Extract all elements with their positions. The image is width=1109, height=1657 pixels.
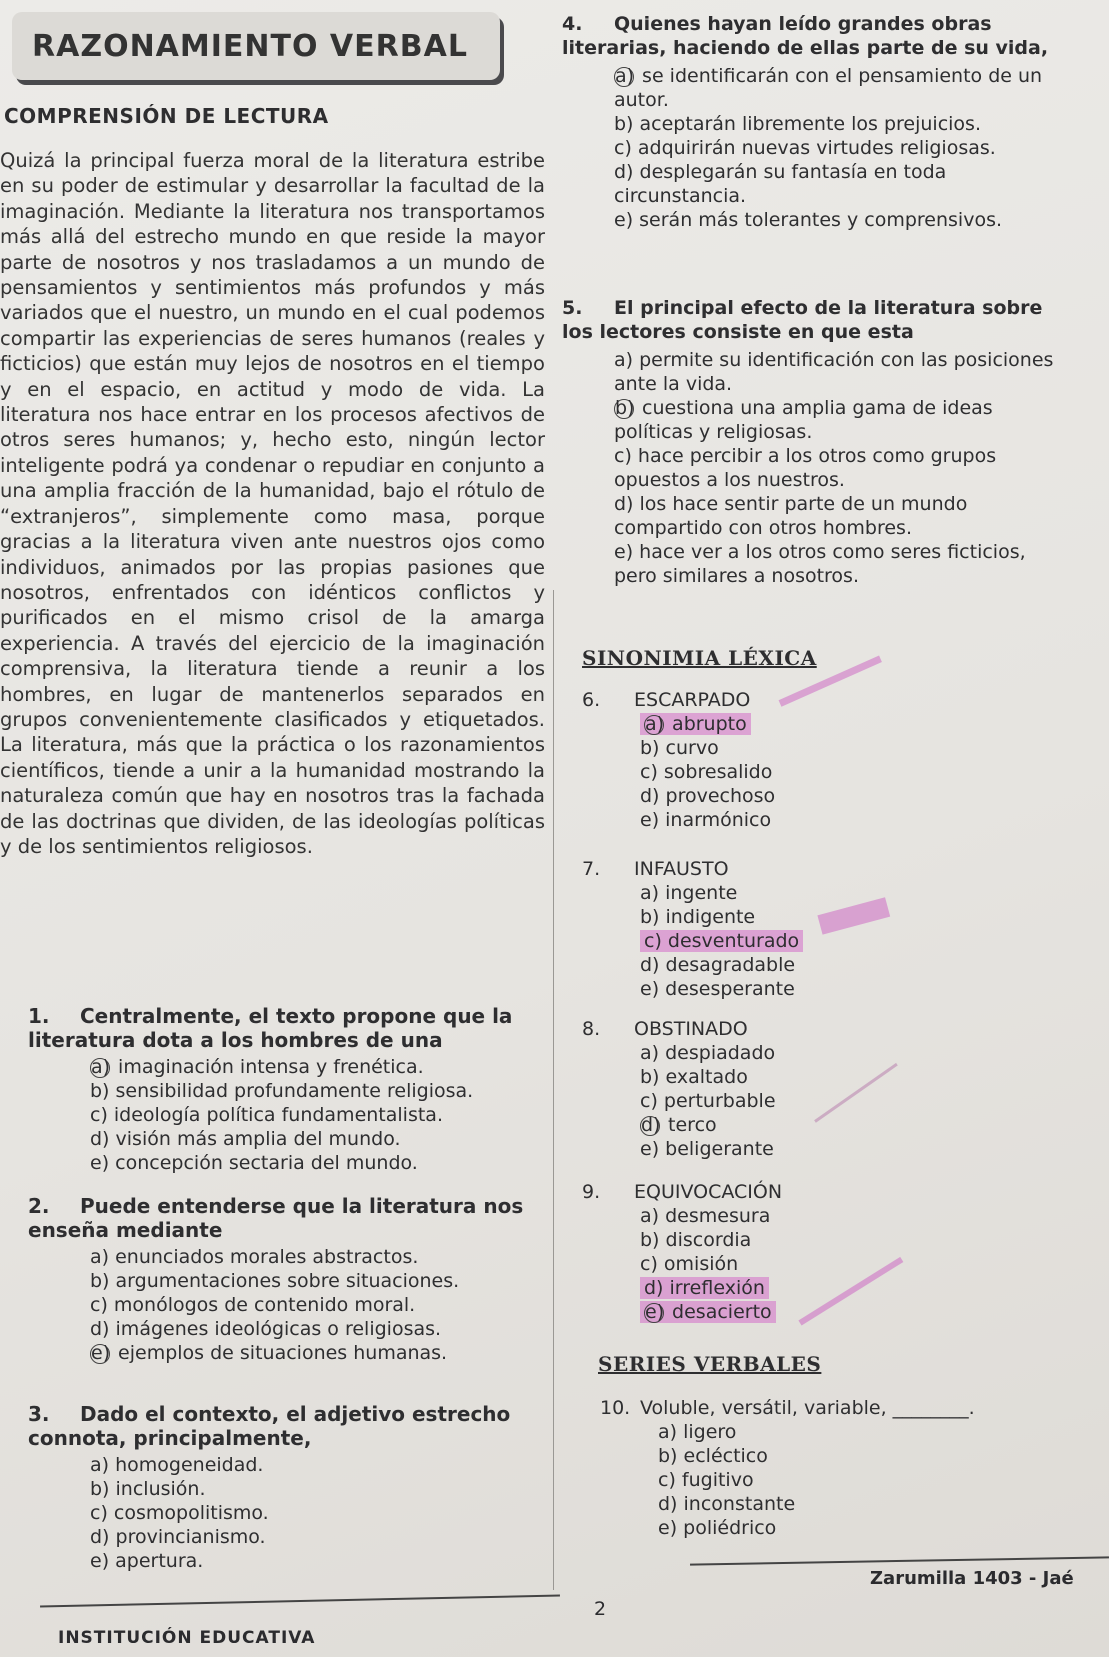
option-b[interactable]: b) argumentaciones sobre situaciones.: [90, 1270, 460, 1292]
question-stem: Quienes hayan leído grandes obras literarias, haciendo de ellas parte de su vida,: [562, 13, 1049, 59]
option-c[interactable]: c) desventurado: [640, 929, 982, 953]
option-d[interactable]: d) irreflexión: [640, 1276, 982, 1300]
option-a[interactable]: a) permite su identificación con las posiciones ante la vida.: [614, 349, 1054, 395]
option-c[interactable]: c) omisión: [640, 1253, 739, 1275]
footer-rule: [690, 1556, 1109, 1565]
question-3: 3. Dado el contexto, el adjetivo estrecho connota, principalmente, a) homogeneidad. b) inclusión. c) cosmopolitismo. d) provincianismo. e) apertura.: [28, 1402, 548, 1573]
question-8: 8. OBSTINADO a) despiadado b) exaltado c) perturbable d) terco e) beligerante: [582, 1017, 982, 1161]
option-d[interactable]: d) desplegarán su fantasía en toda circunstancia.: [614, 161, 947, 207]
question-4: 4. Quienes hayan leído grandes obras literarias, haciendo de ellas parte de su vida, a) se identificarán con el pensamiento de un autor. b) aceptarán libremente los prejuicios. c) adquirirán nuevas virtudes religiosas. d) desplegarán su fantasía en toda circunstancia. e) serán más tolerantes y comprensivos.: [562, 12, 1067, 232]
reading-text: Quizá la principal fuerza moral de la literatura estribe en su poder de estimular y desarrollar la facultad de la imaginación. Mediante la literatura nos transportamos más allá del estrecho mundo en que reside la mayor parte de nosotros y nos trasladamos a un mundo de pensamientos y sentimientos más profundos y más variados que el nuestro, un mundo en el cual podemos compartir las experiencias de seres humanos (reales y ficticios) que están muy lejos de nosotros en el tiempo y en el espacio, en actitud y modo de vida. La literatura nos hace entrar en los procesos afectivos de otros seres humanos; y, hecho esto, ningún lector inteligente podrá ya condenar o repudiar en conjunto a una amplia fracción de la humanidad, bajo el rótulo de “extranjeros”, simplemente como masa, porque gracias a la literatura viven ante nuestros ojos como individuos, animados por las propias pasiones que nosotros, enfrentados con idénticos conflictos y purificados en el mismo crisol de la amarga experiencia. A través del ejercicio de la imaginación comprensiva, la literatura tiende a reunir a los hombres, en lugar de mantenerlos separados en grupos convenientemente clasificados y etiquetados. La literatura, más que la práctica o los razonamientos científicos, tiende a unir a la humanidad mostrando la naturaleza común que hay en nosotros tras la fachada de las doctrinas que dividen, de las ideologías políticas y de los sentimientos religiosos.: [0, 149, 545, 858]
question-1: 1. Centralmente, el texto propone que la literatura dota a los hombres de una a) imaginación intensa y frenética. b) sensibilidad profundamente religiosa. c) ideología política fundamentalista. d) visión más amplia del mundo. e) concepción sectaria del mundo.: [28, 1004, 548, 1175]
option-c[interactable]: c) monólogos de contenido moral.: [90, 1294, 416, 1316]
option-d[interactable]: d) imágenes ideológicas o religiosas.: [90, 1318, 442, 1340]
option-a[interactable]: a) ingente: [640, 882, 738, 904]
question-stem: El principal efecto de la literatura sobre los lectores consiste en que esta: [562, 297, 1043, 343]
question-stem: OBSTINADO: [634, 1018, 748, 1040]
option-d[interactable]: d) terco: [641, 1114, 717, 1136]
question-2: 2. Puede entenderse que la literatura nos enseña mediante a) enunciados morales abstractos. b) argumentaciones sobre situaciones. c) monólogos de contenido moral. d) imágenes ideológicas o religiosas. e) ejemplos de situaciones humanas.: [28, 1194, 548, 1365]
option-e[interactable]: e) concepción sectaria del mundo.: [90, 1152, 418, 1174]
option-d[interactable]: d) desagradable: [640, 954, 796, 976]
question-stem: Voluble, versátil, variable, ________.: [640, 1397, 975, 1419]
section-title-synonyms: SINONIMIA LÉXICA: [582, 646, 817, 670]
footer-rule: [40, 1595, 560, 1608]
option-b[interactable]: b) indigente: [640, 906, 756, 928]
option-a[interactable]: a) ligero: [658, 1421, 737, 1443]
page-number: 2: [594, 1598, 607, 1620]
option-c[interactable]: c) sobresalido: [640, 761, 773, 783]
question-stem: Centralmente, el texto propone que la literatura dota a los hombres de una: [28, 1004, 513, 1052]
option-c[interactable]: c) adquirirán nuevas virtudes religiosas.: [614, 137, 996, 159]
option-b[interactable]: b) curvo: [640, 737, 719, 759]
option-e[interactable]: e) inarmónico: [640, 809, 772, 831]
institution-label: INSTITUCIÓN EDUCATIVA: [58, 1628, 316, 1648]
option-e[interactable]: e) desacierto: [640, 1300, 982, 1324]
option-b[interactable]: b) ecléctico: [658, 1445, 768, 1467]
option-a[interactable]: a) imaginación intensa y frenética.: [91, 1056, 424, 1078]
option-a[interactable]: a) abrupto: [640, 712, 982, 736]
option-c[interactable]: c) perturbable: [640, 1090, 776, 1112]
reading-passage: [0, 148, 545, 859]
option-b[interactable]: b) sensibilidad profundamente religiosa.: [90, 1080, 474, 1102]
option-d[interactable]: d) los hace sentir parte de un mundo compartido con otros hombres.: [614, 493, 968, 539]
section-title-series: SERIES VERBALES: [598, 1352, 822, 1376]
question-10: 10. Voluble, versátil, variable, ________. a) ligero b) ecléctico c) fugitivo d) inconstante e) poliédrico: [600, 1396, 1070, 1540]
option-c[interactable]: c) fugitivo: [658, 1469, 754, 1491]
school-address: Zarumilla 1403 - Jaé: [870, 1568, 1074, 1589]
section-title-reading: COMPRENSIÓN DE LECTURA: [4, 104, 329, 128]
option-e[interactable]: e) poliédrico: [658, 1517, 777, 1539]
option-d[interactable]: d) provincianismo.: [90, 1526, 266, 1548]
question-stem: INFAUSTO: [634, 858, 729, 880]
question-stem: EQUIVOCACIÓN: [634, 1181, 783, 1203]
question-5: 5. El principal efecto de la literatura sobre los lectores consiste en que esta a) permite su identificación con las posiciones ante la vida. b) cuestiona una amplia gama de ideas políticas y religiosas. c) hace percibir a los otros como grupos opuestos a los nuestros. d) los hace sentir parte de un mundo compartido con otros hombres. e) hace ver a los otros como seres ficticios, pero similares a nosotros.: [562, 296, 1067, 588]
option-d[interactable]: d) provechoso: [640, 785, 776, 807]
option-e[interactable]: e) ejemplos de situaciones humanas.: [91, 1342, 448, 1364]
option-c[interactable]: c) hace percibir a los otros como grupos opuestos a los nuestros.: [614, 445, 997, 491]
option-a[interactable]: a) desmesura: [640, 1205, 771, 1227]
option-a[interactable]: a) homogeneidad.: [90, 1454, 264, 1476]
option-e[interactable]: e) hace ver a los otros como seres ficticios, pero similares a nosotros.: [614, 541, 1026, 587]
title-banner: [12, 12, 500, 80]
question-9: 9. EQUIVOCACIÓN a) desmesura b) discordia c) omisión d) irreflexión e) desacierto: [582, 1180, 982, 1324]
option-e[interactable]: e) desesperante: [640, 978, 795, 1000]
question-7: 7. INFAUSTO a) ingente b) indigente c) desventurado d) desagradable e) desesperante: [582, 857, 982, 1001]
option-b[interactable]: b) discordia: [640, 1229, 752, 1251]
option-a[interactable]: a) se identificarán con el pensamiento de un autor.: [614, 65, 1043, 111]
column-divider: [553, 590, 554, 1590]
option-b[interactable]: b) exaltado: [640, 1066, 748, 1088]
option-e[interactable]: e) serán más tolerantes y comprensivos.: [614, 209, 1003, 231]
option-b[interactable]: b) cuestiona una amplia gama de ideas políticas y religiosas.: [614, 397, 993, 443]
option-e[interactable]: e) apertura.: [90, 1550, 204, 1572]
option-d[interactable]: d) visión más amplia del mundo.: [90, 1128, 401, 1150]
option-a[interactable]: a) despiadado: [640, 1042, 776, 1064]
option-e[interactable]: e) beligerante: [640, 1138, 774, 1160]
option-d[interactable]: d) inconstante: [658, 1493, 796, 1515]
option-b[interactable]: b) inclusión.: [90, 1478, 206, 1500]
question-stem: Puede entenderse que la literatura nos enseña mediante: [28, 1194, 524, 1242]
option-b[interactable]: b) aceptarán libremente los prejuicios.: [614, 113, 981, 135]
option-a[interactable]: a) enunciados morales abstractos.: [90, 1246, 419, 1268]
question-6: 6. ESCARPADO a) abrupto b) curvo c) sobresalido d) provechoso e) inarmónico: [582, 688, 982, 832]
page-title: RAZONAMIENTO VERBAL: [32, 28, 468, 64]
question-stem: Dado el contexto, el adjetivo estrecho connota, principalmente,: [28, 1402, 511, 1450]
option-c[interactable]: c) ideología política fundamentalista.: [90, 1104, 443, 1126]
option-c[interactable]: c) cosmopolitismo.: [90, 1502, 269, 1524]
question-stem: ESCARPADO: [634, 689, 751, 711]
